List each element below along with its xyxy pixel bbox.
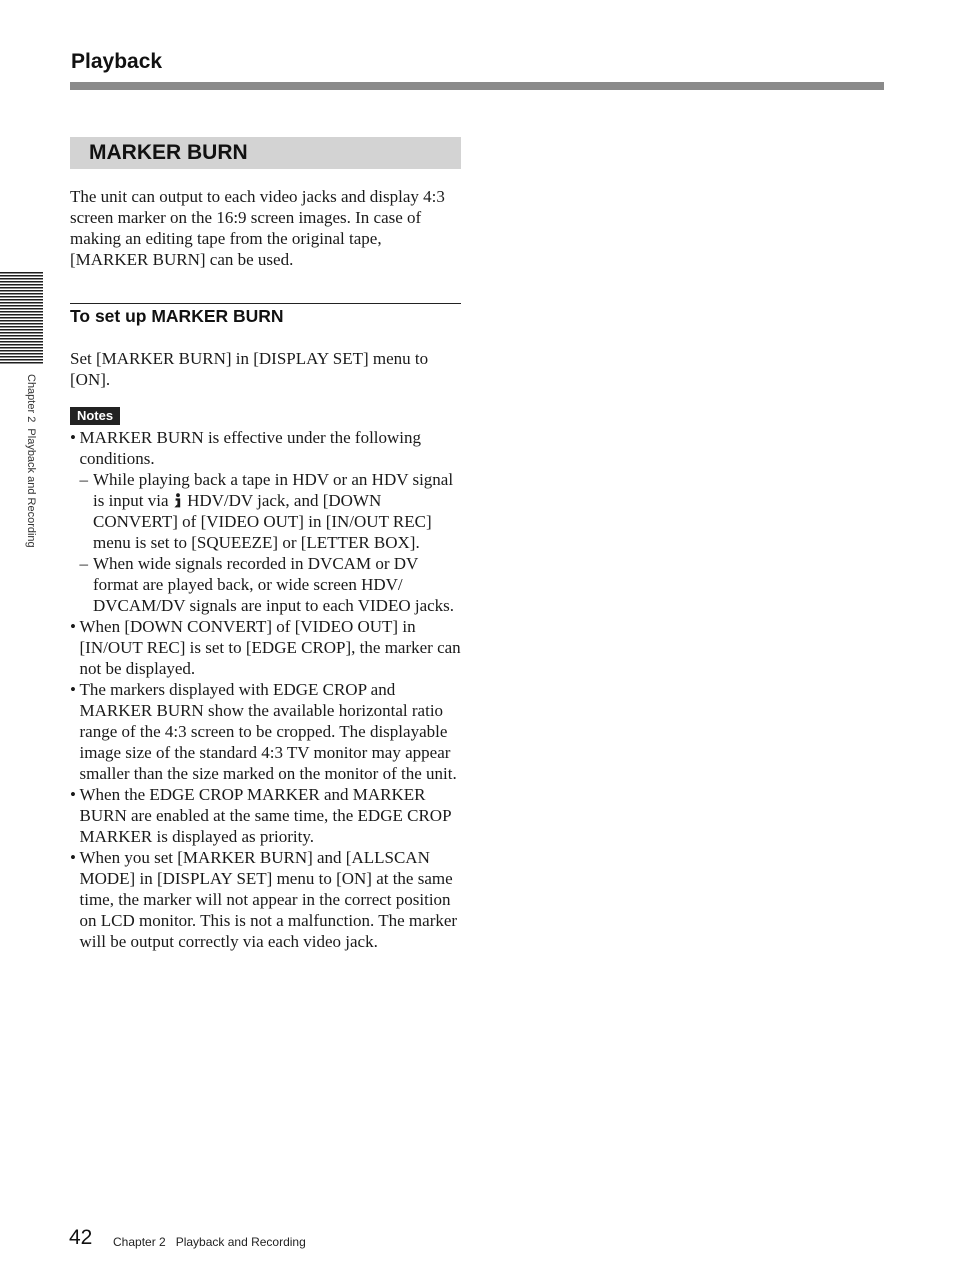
note-item [70, 847, 462, 952]
side-chapter-label: Chapter 2 Playback and Recording [25, 374, 37, 548]
i-link-icon [174, 493, 182, 508]
note-text: The markers displayed with EDGE CROP and MARKER BURN show the available horizontal ratio range of the 4:3 screen to be cropped. The displayable image size of the standard 4:3 TV monitor may appear smaller than the size marked on the monitor of the unit. [79, 680, 457, 783]
chapter-tab-marker [0, 272, 43, 364]
note-text: When you set [MARKER BURN] and [ALLSCAN MODE] in [DISPLAY SET] menu to [ON] at the same time, the marker will not appear in the correct position on LCD monitor. This is not a malfunction. The marker will be output correctly via each video jack. [79, 848, 458, 951]
note-text: MARKER BURN is effective under the following conditions. [79, 428, 422, 468]
note-text: When [DOWN CONVERT] of [VIDEO OUT] in [IN/OUT REC] is set to [EDGE CROP], the marker can not be displayed. [79, 617, 461, 678]
notes-badge: Notes [70, 407, 120, 425]
sub-note-text: HDV/DV jack, and [DOWN CONVERT] of [VIDEO OUT] in [IN/OUT REC] menu is set to [SQUEEZE] or [LETTER BOX]. [93, 491, 432, 552]
page-number: 42 [69, 1226, 93, 1249]
marker-burn-heading: MARKER BURN [70, 137, 461, 169]
footer-chapter-label: Chapter 2 Playback and Recording [113, 1235, 306, 1249]
note-item [70, 427, 462, 616]
note-text: When the EDGE CROP MARKER and MARKER BURN are enabled at the same time, the EDGE CROP MARKER is displayed as priority. [79, 785, 451, 846]
note-item [70, 784, 462, 847]
section-title: Playback [71, 50, 163, 73]
setup-heading: To set up MARKER BURN [70, 306, 284, 326]
setup-paragraph: Set [MARKER BURN] in [DISPLAY SET] menu to [ON]. [70, 349, 429, 389]
section-divider [70, 82, 884, 90]
note-item [70, 616, 462, 679]
sub-note-item [80, 469, 463, 553]
sub-note-text: When wide signals recorded in DVCAM or DV format are played back, or wide screen HDV/ DVCAM/DV signals are input to each VIDEO jacks. [93, 554, 455, 615]
notes-list [70, 427, 462, 952]
note-item [70, 679, 462, 784]
intro-paragraph: The unit can output to each video jacks and display 4:3 screen marker on the 16:9 screen images. In case of making an editing tape from the original tape, [MARKER BURN] can be used. [70, 187, 445, 269]
sub-notes-list [80, 469, 463, 616]
sub-note-text: While playing back a tape in HDV or an HDV signal is input via [93, 470, 454, 510]
sub-note-item [80, 553, 463, 616]
